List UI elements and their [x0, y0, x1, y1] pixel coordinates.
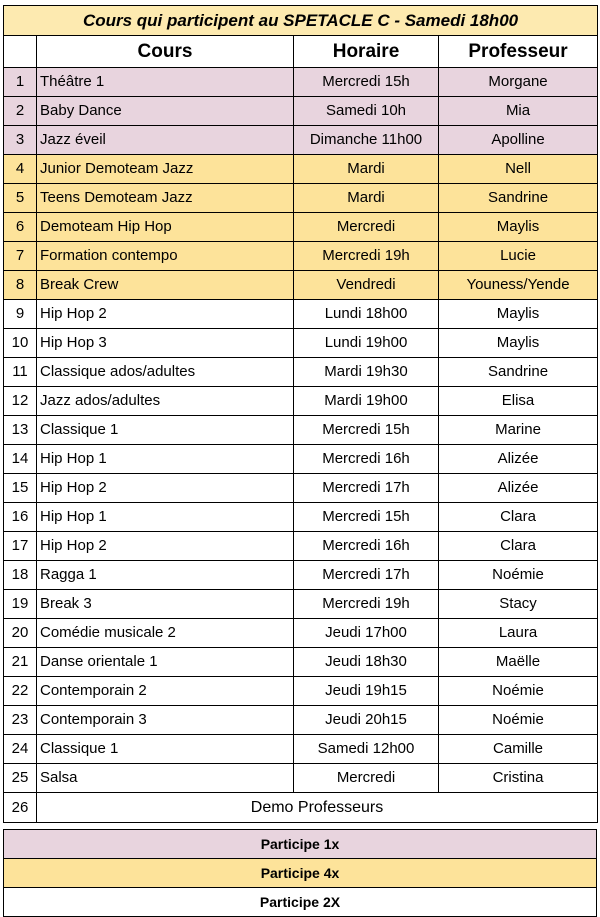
cell-professeur: Apolline — [439, 126, 598, 155]
table-row — [4, 242, 598, 271]
cell-horaire: Jeudi 20h15 — [294, 706, 439, 735]
header-num — [4, 36, 37, 68]
cell-professeur: Cristina — [439, 764, 598, 793]
cell-cours: Comédie musicale 2 — [37, 619, 294, 648]
cell-cours: Hip Hop 2 — [37, 300, 294, 329]
row-num: 18 — [4, 561, 37, 590]
cell-cours: Jazz ados/adultes — [37, 387, 294, 416]
header-professeur: Professeur — [439, 36, 598, 68]
table-row — [4, 329, 598, 358]
row-num: 4 — [4, 155, 37, 184]
row-num: 5 — [4, 184, 37, 213]
cell-cours: Classique 1 — [37, 735, 294, 764]
cell-cours: Hip Hop 1 — [37, 445, 294, 474]
cell-horaire: Mercredi 15h — [294, 68, 439, 97]
table-row — [4, 387, 598, 416]
row-num: 20 — [4, 619, 37, 648]
row-num: 15 — [4, 474, 37, 503]
cell-cours: Classique ados/adultes — [37, 358, 294, 387]
cell-professeur: Maylis — [439, 300, 598, 329]
cell-cours: Danse orientale 1 — [37, 648, 294, 677]
cell-cours: Salsa — [37, 764, 294, 793]
table-row — [4, 474, 598, 503]
table-row — [4, 503, 598, 532]
cell-cours: Hip Hop 2 — [37, 474, 294, 503]
cell-professeur: Maylis — [439, 213, 598, 242]
cell-horaire: Mercredi 17h — [294, 561, 439, 590]
row-num: 16 — [4, 503, 37, 532]
cell-professeur: Youness/Yende — [439, 271, 598, 300]
table-row — [4, 126, 598, 155]
row-num: 17 — [4, 532, 37, 561]
row-num: 19 — [4, 590, 37, 619]
row-num: 3 — [4, 126, 37, 155]
cell-horaire: Mercredi — [294, 213, 439, 242]
legend-row — [4, 830, 597, 859]
cell-horaire: Vendredi — [294, 271, 439, 300]
cell-horaire: Mercredi 15h — [294, 416, 439, 445]
cell-professeur: Laura — [439, 619, 598, 648]
cell-cours: Hip Hop 2 — [37, 532, 294, 561]
table-row — [4, 445, 598, 474]
cell-professeur: Sandrine — [439, 184, 598, 213]
legend-label: Participe 1x — [4, 830, 597, 859]
cell-cours: Classique 1 — [37, 416, 294, 445]
cell-horaire: Lundi 19h00 — [294, 329, 439, 358]
cell-professeur: Camille — [439, 735, 598, 764]
cell-horaire: Mercredi 19h — [294, 242, 439, 271]
table-row — [4, 706, 598, 735]
table-row — [4, 764, 598, 793]
cell-cours: Contemporain 2 — [37, 677, 294, 706]
table-row — [4, 155, 598, 184]
table-row — [4, 300, 598, 329]
cell-professeur: Clara — [439, 532, 598, 561]
row-num: 6 — [4, 213, 37, 242]
row-num: 22 — [4, 677, 37, 706]
header-horaire: Horaire — [294, 36, 439, 68]
table-row — [4, 358, 598, 387]
cell-cours: Hip Hop 3 — [37, 329, 294, 358]
cell-professeur: Noémie — [439, 706, 598, 735]
row-num: 14 — [4, 445, 37, 474]
cell-professeur: Noémie — [439, 561, 598, 590]
cell-horaire: Jeudi 17h00 — [294, 619, 439, 648]
cell-horaire: Jeudi 19h15 — [294, 677, 439, 706]
legend-row — [4, 859, 597, 888]
cell-cours: Break 3 — [37, 590, 294, 619]
cell-horaire: Samedi 12h00 — [294, 735, 439, 764]
cell-cours: Junior Demoteam Jazz — [37, 155, 294, 184]
cell-cours: Hip Hop 1 — [37, 503, 294, 532]
cell-horaire: Jeudi 18h30 — [294, 648, 439, 677]
row-num: 7 — [4, 242, 37, 271]
row-num: 10 — [4, 329, 37, 358]
demo-row — [4, 793, 598, 823]
table-row — [4, 561, 598, 590]
row-num: 23 — [4, 706, 37, 735]
cell-horaire: Samedi 10h — [294, 97, 439, 126]
cell-horaire: Lundi 18h00 — [294, 300, 439, 329]
cell-horaire: Mercredi 16h — [294, 445, 439, 474]
cell-horaire: Dimanche 11h00 — [294, 126, 439, 155]
schedule-sheet — [3, 5, 597, 917]
table-row — [4, 735, 598, 764]
cell-horaire: Mardi — [294, 155, 439, 184]
cell-horaire: Mercredi 19h — [294, 590, 439, 619]
legend-label: Participe 2X — [4, 888, 597, 917]
cell-professeur: Stacy — [439, 590, 598, 619]
cell-professeur: Alizée — [439, 474, 598, 503]
row-num: 8 — [4, 271, 37, 300]
cell-professeur: Maëlle — [439, 648, 598, 677]
cell-professeur: Clara — [439, 503, 598, 532]
cell-horaire: Mardi — [294, 184, 439, 213]
cell-cours: Demoteam Hip Hop — [37, 213, 294, 242]
cell-professeur: Marine — [439, 416, 598, 445]
table-row — [4, 416, 598, 445]
table-row — [4, 590, 598, 619]
legend-table — [3, 829, 597, 917]
cell-professeur: Elisa — [439, 387, 598, 416]
cell-horaire: Mardi 19h30 — [294, 358, 439, 387]
table-row — [4, 68, 598, 97]
row-num: 11 — [4, 358, 37, 387]
cell-horaire: Mercredi 16h — [294, 532, 439, 561]
table-row — [4, 677, 598, 706]
cell-cours: Ragga 1 — [37, 561, 294, 590]
legend-row — [4, 888, 597, 917]
cell-cours: Théâtre 1 — [37, 68, 294, 97]
row-num: 21 — [4, 648, 37, 677]
cell-professeur: Maylis — [439, 329, 598, 358]
cell-professeur: Noémie — [439, 677, 598, 706]
table-row — [4, 97, 598, 126]
schedule-table — [3, 5, 598, 823]
row-num: 9 — [4, 300, 37, 329]
cell-professeur: Lucie — [439, 242, 598, 271]
legend-label: Participe 4x — [4, 859, 597, 888]
cell-cours: Teens Demoteam Jazz — [37, 184, 294, 213]
cell-professeur: Mia — [439, 97, 598, 126]
table-row — [4, 532, 598, 561]
cell-cours: Baby Dance — [37, 97, 294, 126]
row-num: 2 — [4, 97, 37, 126]
cell-horaire: Mercredi 15h — [294, 503, 439, 532]
table-title: Cours qui participent au SPETACLE C - Samedi 18h00 — [4, 6, 598, 36]
header-row — [4, 36, 598, 68]
cell-horaire: Mercredi 17h — [294, 474, 439, 503]
cell-professeur: Nell — [439, 155, 598, 184]
cell-cours: Break Crew — [37, 271, 294, 300]
cell-professeur: Sandrine — [439, 358, 598, 387]
table-row — [4, 271, 598, 300]
cell-cours: Contemporain 3 — [37, 706, 294, 735]
cell-horaire: Mercredi — [294, 764, 439, 793]
table-body — [4, 68, 598, 793]
cell-horaire: Mardi 19h00 — [294, 387, 439, 416]
table-row — [4, 619, 598, 648]
row-num: 12 — [4, 387, 37, 416]
row-num: 26 — [4, 793, 37, 823]
table-row — [4, 184, 598, 213]
table-row — [4, 648, 598, 677]
cell-cours: Formation contempo — [37, 242, 294, 271]
row-num: 13 — [4, 416, 37, 445]
cell-cours: Jazz éveil — [37, 126, 294, 155]
cell-professeur: Morgane — [439, 68, 598, 97]
cell-professeur: Alizée — [439, 445, 598, 474]
demo-label: Demo Professeurs — [37, 793, 598, 823]
row-num: 1 — [4, 68, 37, 97]
row-num: 25 — [4, 764, 37, 793]
table-row — [4, 213, 598, 242]
header-cours: Cours — [37, 36, 294, 68]
row-num: 24 — [4, 735, 37, 764]
